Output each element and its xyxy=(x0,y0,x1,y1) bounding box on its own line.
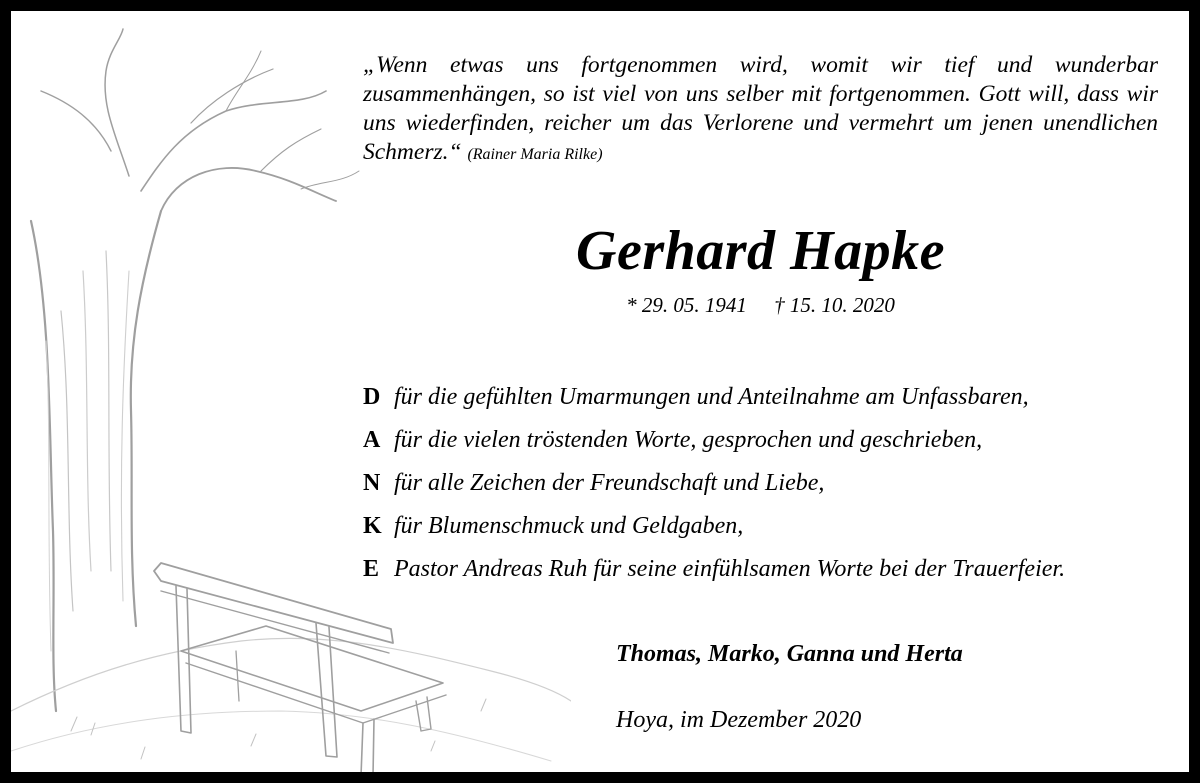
thanks-text: für die gefühlten Umarmungen und Anteilnahme am Unfassbaren, xyxy=(394,384,1029,410)
family-signature: Thomas, Marko, Ganna und Herta xyxy=(616,641,963,667)
acrostic-letter: E xyxy=(363,556,380,582)
thanks-text: für alle Zeichen der Freundschaft und Liebe, xyxy=(394,470,825,496)
thanks-list xyxy=(363,376,1183,591)
thanks-text: Pastor Andreas Ruh für seine einfühlsamen Worte bei der Trauerfeier. xyxy=(394,556,1066,582)
rilke-quote xyxy=(363,51,1158,169)
quote-author: (Rainer Maria Rilke) xyxy=(467,146,603,163)
thanks-text: für Blumenschmuck und Geldgaben, xyxy=(394,513,744,539)
birth-date: * 29. 05. 1941 xyxy=(626,293,747,317)
thanks-row-k xyxy=(363,505,1183,548)
quote-text: „Wenn etwas uns fortgenommen wird, womit wir tief und wunderbar zusammenhängen, so ist viel von uns selber mit fortgenommen. Gott will, dass wir uns wiederfinden, reicher um das Verlorene und vermehrt um jenen unendlichen Schmerz.“ xyxy=(363,52,1158,165)
acrostic-letter: D xyxy=(363,384,381,410)
thanks-row-d xyxy=(363,376,1183,419)
death-date: † 15. 10. 2020 xyxy=(774,293,895,317)
thanks-row-a xyxy=(363,419,1183,462)
acrostic-letter: A xyxy=(363,427,381,453)
place-and-date: Hoya, im Dezember 2020 xyxy=(616,707,862,733)
thanks-row-n xyxy=(363,462,1183,505)
thanks-row-e xyxy=(363,548,1183,591)
thanks-text: für die vielen tröstenden Worte, gesprochen und geschrieben, xyxy=(394,427,983,453)
acrostic-letter: K xyxy=(363,513,382,539)
deceased-name: Gerhard Hapke xyxy=(576,220,945,282)
acrostic-letter: N xyxy=(363,470,381,496)
life-dates xyxy=(363,292,1158,318)
